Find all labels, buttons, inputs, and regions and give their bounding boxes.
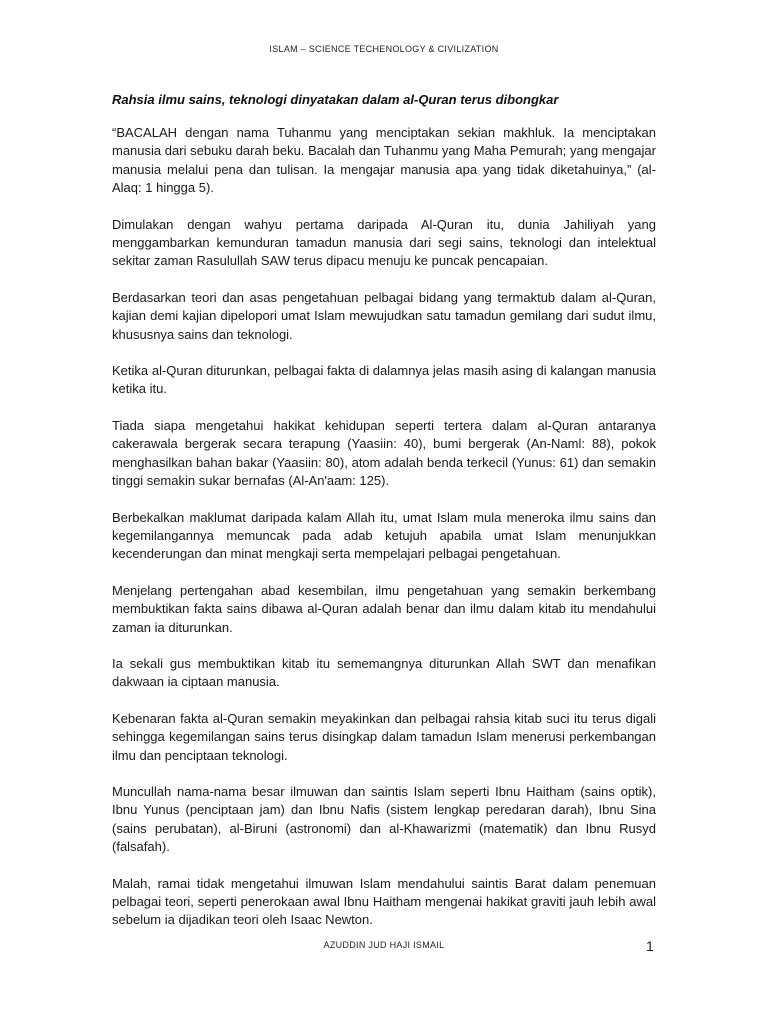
paragraph: Tiada siapa mengetahui hakikat kehidupan seperti tertera dalam al-Quran antaranya cakerawala bergerak secara terapung (Yaasiin: 40), bumi bergerak (An-Naml: 88), pokok menghasilkan bahan bakar (Yaasiin: 80), atom adalah benda terkecil (Yunus: 61) dan semakin tinggi semakin sukar bernafas (Al-An'aam: 125).: [112, 417, 656, 489]
paragraph: Berbekalkan maklumat daripada kalam Allah itu, umat Islam mula meneroka ilmu sains dan kegemilangannya memuncak pada adab ketujuh apabila umat Islam menunjukkan kecenderungan dan minat mengkaji serta mempelajari pelbagai pengetahuan.: [112, 509, 656, 562]
running-header: ISLAM – SCIENCE TECHENOLOGY & CIVILIZATION: [269, 44, 499, 54]
paragraph: “BACALAH dengan nama Tuhanmu yang menciptakan sekian makhluk. Ia menciptakan manusia dari sebuku darah beku. Bacalah dan Tuhanmu yang Maha Pemurah; yang mengajar manusia melalui pena dan tulisan. Ia mengajar manusia apa yang tidak diketahuinya,” (al-Alaq: 1 hingga 5).: [112, 125, 656, 196]
article-body: [112, 124, 656, 948]
page-number: 1: [646, 938, 654, 954]
paragraph: Malah, ramai tidak mengetahui ilmuwan Islam mendahului saintis Barat dalam penemuan pelbagai teori, seperti penerokaan awal Ibnu Haitham mengenai hakikat graviti jauh lebih awal sebelum ia dijadikan teori oleh Isaac Newton.: [112, 875, 656, 928]
paragraph: Kebenaran fakta al-Quran semakin meyakinkan dan pelbagai rahsia kitab suci itu terus digali sehingga kegemilangan sains terus disingkap dalam tamadun Islam menerusi perkembangan ilmu dan penciptaan teknologi.: [112, 710, 656, 763]
paragraph: Ia sekali gus membuktikan kitab itu sememangnya diturunkan Allah SWT dan menafikan dakwaan ia ciptaan manusia.: [112, 655, 656, 690]
paragraph: Ketika al-Quran diturunkan, pelbagai fakta di dalamnya jelas masih asing di kalangan manusia ketika itu.: [112, 363, 656, 397]
paragraph: Menjelang pertengahan abad kesembilan, ilmu pengetahuan yang semakin berkembang membuktikan fakta sains dibawa al-Quran adalah benar dan ilmu dalam kitab itu mendahului zaman ia diturunkan.: [112, 582, 656, 635]
paragraph: Berdasarkan teori dan asas pengetahuan pelbagai bidang yang termaktub dalam al-Quran, kajian demi kajian dipelopori umat Islam mewujudkan satu tamadun gemilang dari sudut ilmu, khususnya sains dan teknologi.: [112, 289, 656, 342]
paragraph: Muncullah nama-nama besar ilmuwan dan saintis Islam seperti Ibnu Haitham (sains optik), Ibnu Yunus (penciptaan jam) dan Ibnu Nafis (sistem lengkap peredaran darah), Ibnu Sina (sains perubatan), al-Biruni (astronomi) dan al-Khawarizmi (matematik) dan Ibnu Rusyd (falsafah).: [112, 783, 656, 855]
page-footer: [0, 938, 768, 958]
footer-author: AZUDDIN JUD HAJI ISMAIL: [323, 940, 445, 950]
article-title: Rahsia ilmu sains, teknologi dinyatakan dalam al-Quran terus dibongkar: [112, 92, 559, 107]
paragraph: Dimulakan dengan wahyu pertama daripada Al-Quran itu, dunia Jahiliyah yang menggambarkan kemunduran tamadun manusia dari segi sains, teknologi dan intelektual sekitar zaman Rasulullah SAW terus dipacu menuju ke puncak pencapaian.: [112, 216, 656, 269]
